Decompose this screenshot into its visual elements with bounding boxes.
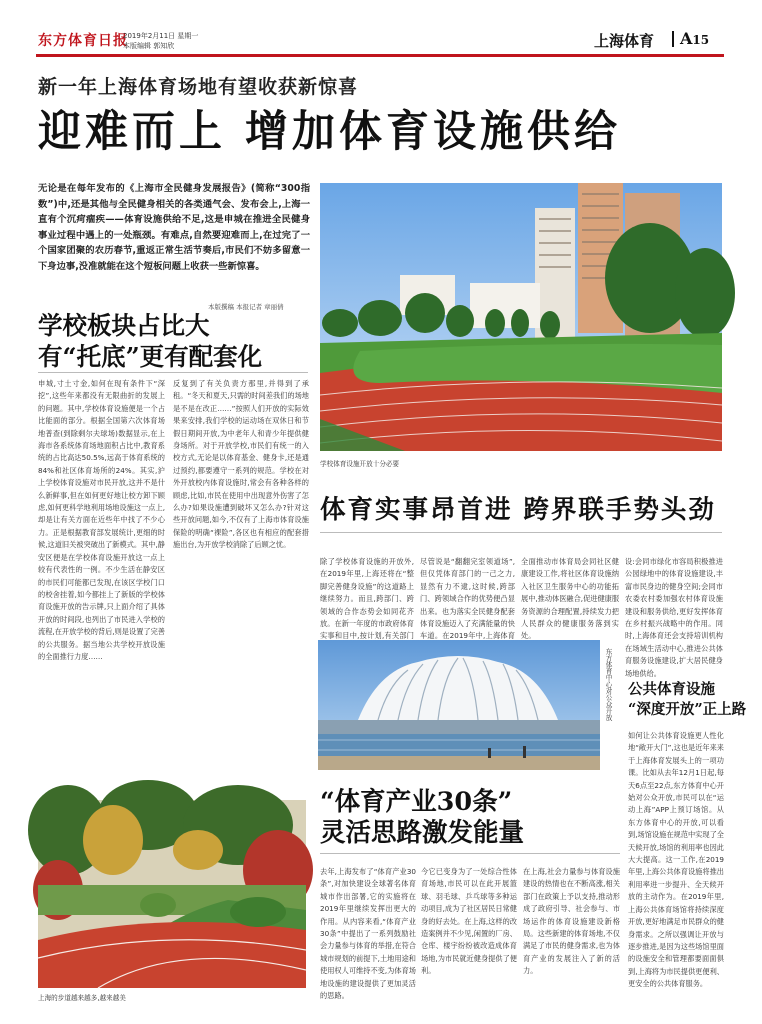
lead-paragraph: 无论是在每年发布的《上海市全民健身发展报告》(简称“300指数”)中,还是其他与全民健身相关的各类通气会、发布会上,上海一直有个沉疴痼疾——体育设施供给不足,这是申城在推进全民健身事业过程中遇上的一处瓶颈。有难点,自然要迎难而上,在过完了一个国家团聚的农历春节,重返正常生活节奏后,市民们不妨多留意一下身边事,没准就能在这个短板问题上收获一些新惊喜。 xyxy=(38,183,310,272)
public-title-line2: “深度开放”正上路 xyxy=(628,701,747,718)
sports-body-col1: 除了学校体育设施的开放外,在2019年里,上海还将在“整脚完善健身设施”的这道路上继续努力。而且,跨部门、跨领域的合作态势会如同花齐放。在新一年度的市政府体育实事和目中,按计划,有关部门 xyxy=(320,557,414,641)
school-field-photo xyxy=(320,183,722,451)
headline: 迎难而上 增加体育设施供给 xyxy=(38,107,621,157)
industry-body-col3: 在上海,社会力量参与体育设施建设的热情也在不断高涨,相关部门在政策上予以支持,推动形成了政府引导、社会参与、市场运作的体育设施建设新格局。这些新建的体育场地,不仅满足了市民的健身需求,也为体育产业的发展注入了新的活力。 xyxy=(523,867,620,976)
section-name: 上海体育 xyxy=(594,32,655,50)
industry-section-title xyxy=(320,787,524,849)
sports-section-title: 体育实事昂首进 跨界联手势头劲 xyxy=(320,495,716,525)
issue-info xyxy=(123,31,198,51)
industry-title-rule xyxy=(320,853,620,854)
issue-date: 2019年2月11日 星期一 xyxy=(123,32,199,40)
section-divider xyxy=(672,31,674,47)
industry-title-line2: 灵活思路激发能量 xyxy=(320,818,525,848)
page-number xyxy=(680,29,709,48)
sports-center-photo xyxy=(318,640,600,770)
sports-title-rule xyxy=(320,532,722,533)
industry-title-line1: “体育产业30条” xyxy=(320,787,513,817)
school-field-illustration xyxy=(320,183,722,451)
byline: 本版撰稿 本报记者 章丽倩 xyxy=(208,303,284,311)
public-section-title xyxy=(628,680,746,720)
sports-body-col2: 尽管说是“翻翻完室领道场”,但仅凭体育部门的一己之力,显然有力不逮,这时候,跨部门、跨领域合作的优势便凸显出来。也为落实全民健身配套体育设施迈入了充满能量的快车道。在2019年中,上海体育 xyxy=(420,557,515,641)
school-title-rule xyxy=(38,372,308,373)
page-digits: 15 xyxy=(692,33,710,47)
sports-center-illustration xyxy=(318,640,600,770)
kicker: 新一年上海体育场地有望收获新惊喜 xyxy=(38,76,359,98)
masthead xyxy=(0,0,762,62)
masthead-rule xyxy=(36,54,724,57)
page-letter: A xyxy=(680,29,693,48)
sports-body-col3: 全面推动市体育局会同社区健康建设工作,将社区体育设施纳入社区卫生服务中心的功能拓展中,推动体医融合,促进健康服务资源的合理配置,持续发力把人民群众的健康服务落到实处。 xyxy=(521,557,620,641)
newspaper-logo: 东方体育日报 xyxy=(38,33,128,49)
running-track-illustration xyxy=(38,800,306,988)
school-title-line2: 有“托底”更有配套化 xyxy=(38,342,263,371)
running-track-photo xyxy=(38,800,306,988)
school-body-col2: 反复到了有关负责方那里,并得到了承租。“冬天和夏天,只需的时间差我们的场地是不是在改正……”按照人们开放的实际效果来安排,我们学校的运动场在双休日和节假日期间开放,为中老年人和青少年提供健身场所。对于开放学校,市民们有统一的入校方式,无论是以体育基金、健身卡,还是通过预约,都要遵守一系列的规范。学校在对外开放校内体育设施时,常会有各种各样的顾虑,比如,市民在使用中出现意外伤害了怎么办?如果设施遭到破坏又怎么办?针对这些开放问题,如今,不仅有了上海市体育设施保险的明确“裸险”,各区也有相应的配套措施出台,为开放学校消除了后顾之忧。 xyxy=(173,379,309,550)
school-title-line1: 学校板块占比大 xyxy=(38,311,210,340)
public-body: 如何让公共体育设施更人性化地“敞开大门”,这也是近年来来于上海体育发展头上的一项功课。比如从去年12月1日起,每天6点至22点,东方体育中心开始对公众开放,市民可以在“运动上海”APP上预订场馆。从东方体育中心的开放,可以看到,场馆设施在规范中实现了全天候开放,场馆的利用率也因此大大提高。这一工作,在2019年里,上海公共体育设施将推出利用率进一步提升、全天候开放的主动作为。在2019年里,上海公共体育场馆将持续深度开放,更好地满足市民群众的健身需求。之所以强调让开放与逐步推进,是因为这些场馆里面的设施安全和管理都要面面俱到,上海将为市民提供更便利、更安全的公共体育服务。 xyxy=(628,731,724,989)
track-photo-caption: 上海的步道越来越多,越来越美 xyxy=(38,994,126,1002)
industry-body-col2: 今它已变身为了一处综合性体育场地,市民可以在此开展篮球、羽毛球、乒乓球等多种运动项目,成为了社区居民日常健身的好去处。在上海,这样的改造案例并不少见,闲置的厂房、仓库、楼宇纷纷被改造成体育场地,为市民就近健身提供了便利。 xyxy=(421,867,517,976)
sports-body-col4: 设:会同市绿化市容局积极推进公园绿地中的体育设施建设,丰富市民身边的健身空间;会同市农委农村委加强农村体育设施建设和服务供给,更好发挥体育在乡村振兴战略中的作用。同时,上海体育还会支持培训机构在场域生活动中心,推进公共体育服务设施建设,扩大居民健身场地供给。 xyxy=(625,557,723,678)
industry-body-col1: 去年,上海发布了“体育产业30条”,对加快建设全球著名体育城市作出部署,它的实施将在2019年里继续发挥出更大的作用。从内容来看,“体育产业30条”中提出了一系列鼓励社会力量参与体育的举措,在符合城市规划的前提下,土地用途和使用权人可维持不变,为体育场地设施的建设提供了更加灵活的思路。 xyxy=(320,867,416,1001)
center-photo-caption: 东方体育中心对公众开放 xyxy=(604,648,612,721)
school-body-col1: 申城,寸土寸金,如何在现有条件下“深挖”,这些年来都没有无限曲折的发展上的问题。其中,学校体育设施便是一个占比能面的部分。根据全国第六次体育场地普查(到除剩尔夫球场)数据显示,在上海市各系统体育场地面积占比中,教育系统的占比高达50.5%,远高于体育系统的84%和社区体育场所的24%。其实,沪上学校体育设施对市民开放,这并不是什么新鲜事,但在如何更好地让校方卸下顾虑,如何更科学地利用场地设施这一点上,却是让有关方面在近些年中找了不少心力。正是根据教育部发展统计,更细的时候,这道旧关被突破出了新模式。其中,静安区便是在学校体育设施开放这一点上较有代表性的一例。不少生活在静安区的市民们可能都已发现,在该区学校门口的校舍挂着,如今都挂上了新版的学校体育设施开放的告示牌,只上面介绍了具体开放的时间段,也列出了市民进入学校的流程,在开放学校的背后,则是设置了完善的公共服务。据当地公共学校开放设施的全面推行力度…… xyxy=(38,379,165,661)
issue-editor: 本版编辑 郭知欣 xyxy=(123,42,175,50)
public-title-line1: 公共体育设施 xyxy=(628,681,715,698)
field-photo-caption: 学校体育设施开放十分必要 xyxy=(320,460,400,468)
school-section-title xyxy=(38,310,262,372)
